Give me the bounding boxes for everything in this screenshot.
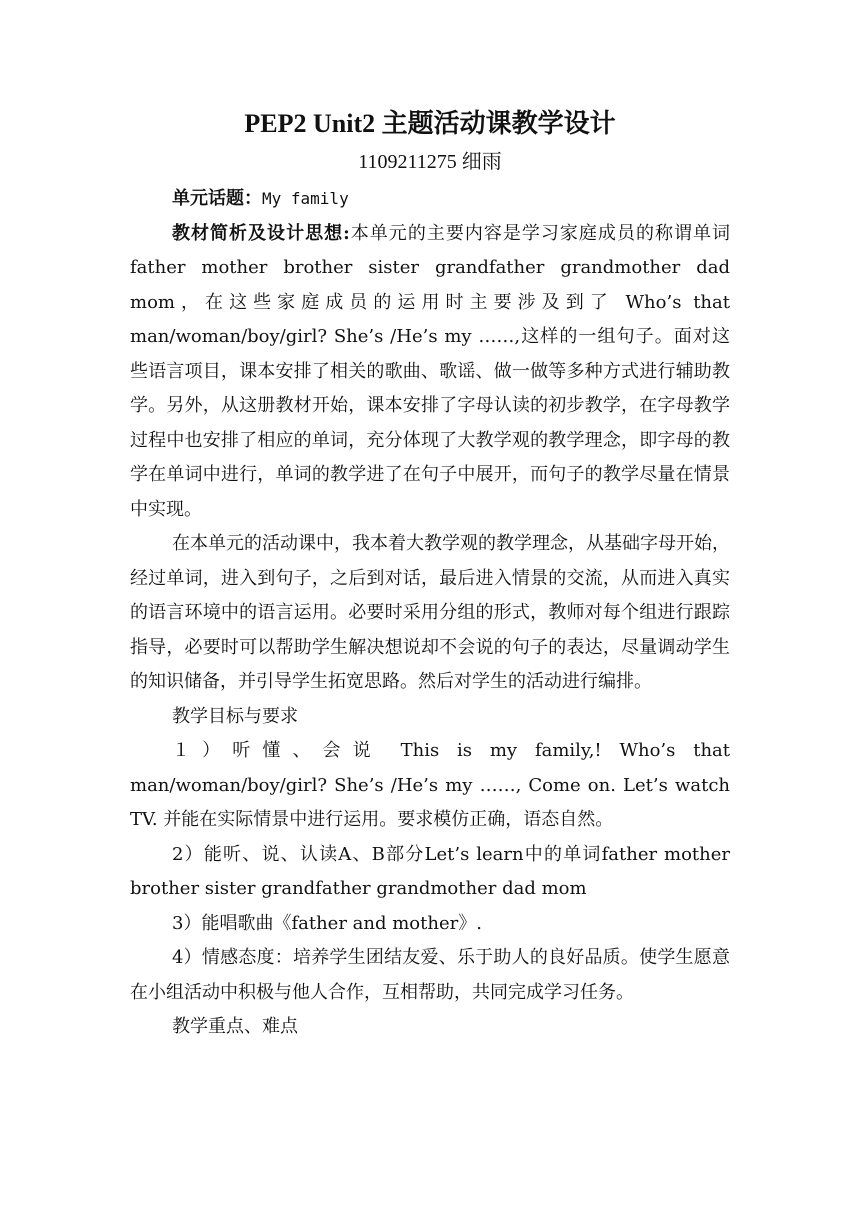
author-line: 1109211275 细雨 bbox=[358, 151, 502, 173]
analysis-paragraph-1 bbox=[130, 217, 730, 528]
analysis-text-1: 本单元的主要内容是学习家庭成员的称谓单词father mother brother sister grandfather grandmother dad mom，在这些家庭成员的运用时主要涉及到了 Who’s that man/woman/boy/girl? She’s /He’s my ……,这样的一组句子。面对这些语言项目，课本安排了相关的歌曲、歌谣、做一做等多种方式进行辅助教学。另外，从这册教材开始，课本安排了字母认读的初步教学，在字母教学过程中也安排了相应的单词，充分体现了大教学观的教学理念，即字母的教学在单词中进行，单词的教学进了在句子中展开，而句子的教学尽量在情景中实现。 bbox=[130, 222, 731, 520]
goal-2: 2）能听、说、认读A、B部分Let’s learn中的单词father mother brother sister grandfather grandmother dad mom bbox=[130, 843, 730, 899]
unit-topic-value: My family bbox=[262, 189, 349, 208]
goal-3: 3）能唱歌曲《father and mother》. bbox=[172, 912, 482, 934]
analysis-paragraph-2: 在本单元的活动课中，我本着大教学观的教学理念，从基础字母开始，经过单词，进入到句子，之后到对话，最后进入情景的交流，从而进入真实的语言环境中的语言运用。必要时采用分组的形式，教师对每个组进行跟踪指导，必要时可以帮助学生解决想说却不会说的句子的表达，尽量调动学生的知识储备，并引导学生拓宽思路。然后对学生的活动进行编排。 bbox=[130, 533, 730, 692]
goals-heading: 教学目标与要求 bbox=[172, 705, 298, 727]
analysis-label: 教材简析及设计思想: bbox=[172, 222, 350, 244]
goal-4: 4）情感态度：培养学生团结友爱、乐于助人的良好品质。使学生愿意在小组活动中积极与他人合作，互相帮助，共同完成学习任务。 bbox=[130, 947, 730, 1003]
document-page bbox=[130, 104, 730, 1045]
unit-topic bbox=[130, 182, 730, 217]
key-points-heading: 教学重点、难点 bbox=[172, 1016, 298, 1037]
document-title: PEP2 Unit2 主题活动课教学设计 bbox=[244, 109, 616, 138]
unit-topic-label: 单元话题： bbox=[172, 188, 262, 209]
goal-1: １）听懂、会说 This is my family,! Who’s that man/woman/boy/girl? She’s /He’s my ……, Come on. Let’s watch TV. 并能在实际情景中进行运用。要求模仿正确，语态自然。 bbox=[130, 740, 730, 830]
